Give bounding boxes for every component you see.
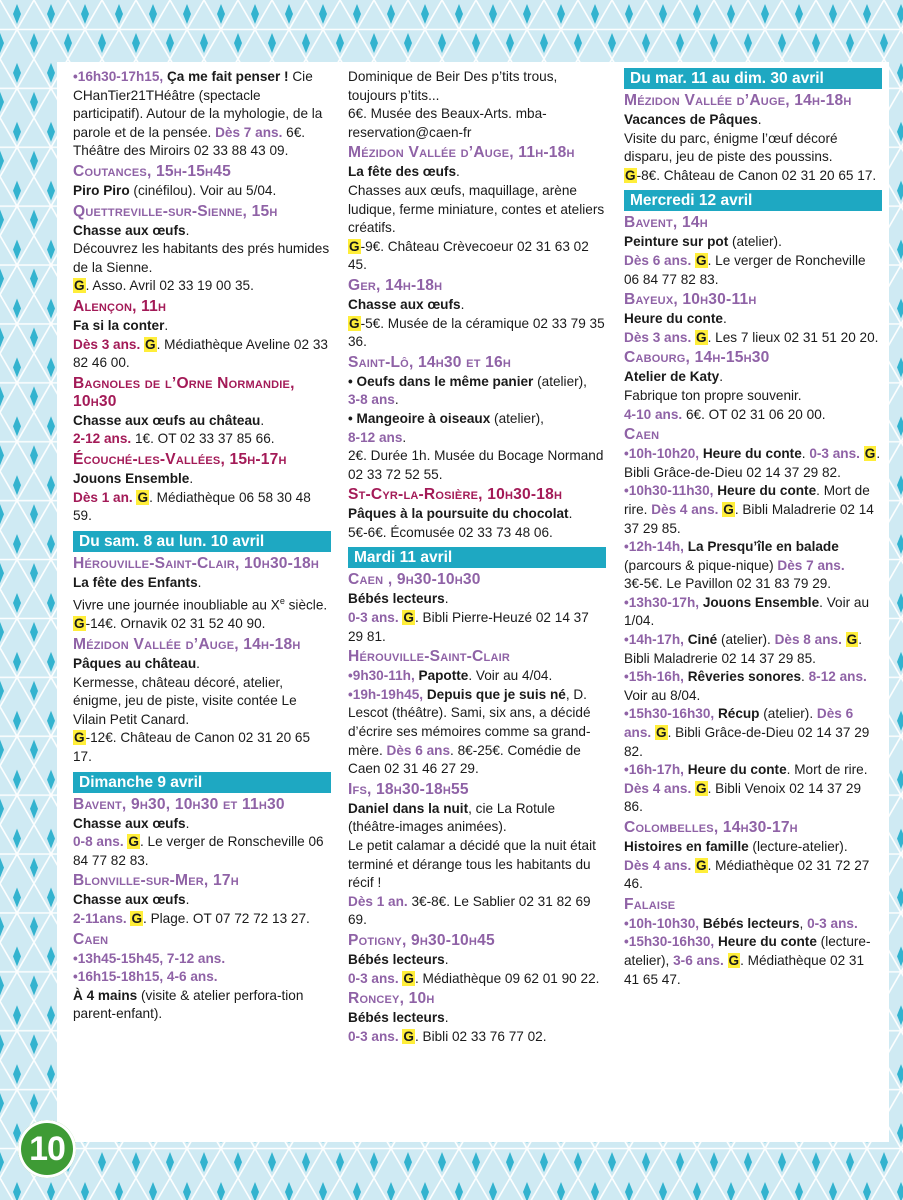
event: Chasse aux œufs au château. 2-12 ans. 1€. OT 02 33 37 85 66. [73,412,275,447]
event: Jouons Ensemble. Dès 1 an. G. Médiathèque 06 58 30 48 59. [73,470,311,524]
free-badge: G [128,834,139,850]
date-band: Du mar. 11 au dim. 30 avril [624,68,882,89]
event: Dominique de Beir Des p’tits trous, toujours p’tits... 6€. Musée des Beaux-Arts. mba-reservation@caen-fr [348,69,558,140]
event: •10h30-11h30, Heure du conte. Mort de rire. Dès 4 ans. G. Bibli Maladrerie 02 14 37 29 85. [624,483,874,536]
event: •14h-17h, Ciné (atelier). Dès 8 ans. G. Bibli Maladrerie 02 14 37 29 85. [624,632,862,666]
free-badge: G [696,329,707,345]
column-1 [73,68,331,1024]
event: Pâques à la poursuite du chocolat. 5€-6€. Écomusée 02 33 73 48 06. [348,506,573,540]
column-2 [348,68,606,1046]
city-heading: Cabourg, 14h-15h30 [624,349,770,367]
event: •13h45-15h45, 7-12 ans. •16h15-18h15, 4-6 ans. À 4 mains (visite & atelier perfora-tion parent-enfant). [73,950,304,1022]
event: •15h30-16h30, Récup (atelier). Dès 6 ans. G. Bibli Grâce-de-Dieu 02 14 37 29 82. [624,706,870,759]
event: Chasse aux œufs. G-5€. Musée de la céramique 02 33 79 35 36. [348,296,605,350]
date-band: Dimanche 9 avril [73,772,331,793]
city-heading: Ifs, 18h30-18h55 [348,780,469,798]
city-heading: Caen [73,930,109,948]
event: Chasse aux œufs. 0-8 ans. G. Le verger de Ronscheville 06 84 77 82 83. [73,815,324,868]
city-heading: Caen [624,426,660,444]
event: Histoires en famille (lecture-atelier). Dès 4 ans. G. Médiathèque 02 31 72 27 46. [624,839,870,892]
column-3 [624,68,882,989]
event: •9h30-11h, Papotte. Voir au 4/04. •19h-19h45, Depuis que je suis né, D. Lescot (théâtre). Sami, six ans, a décidé d’écrire ses mémoires comme sa grand-mère. Dès 6 ans. 8€-25€. Comédie de Caen 02 31 46 27 29. [348,668,591,777]
city-heading: Caen , 9h30-10h30 [348,571,481,589]
free-badge: G [655,725,667,741]
event: Atelier de Katy. Fabrique ton propre souvenir. 4-10 ans. 6€. OT 02 31 06 20 00. [624,369,826,422]
free-badge: G [74,616,85,632]
event: Chasse aux œufs. 2-11ans. G. Plage. OT 07 72 72 13 27. [73,892,310,926]
page-number-badge: 10 [18,1120,76,1178]
event: Daniel dans la nuit, cie La Rotule (théâtre-images animées). Le petit calamar a décidé que la nuit était terminé et dérange tous les habitants du récif ! Dès 1 an. 3€-8€. Le Sablier 02 31 82 69 69. [348,800,596,928]
city-heading: Mézidon Vallée d’Auge, 11h-18h [348,144,575,162]
city-heading: Saint-Lô, 14h30 et 16h [348,353,512,371]
city-heading: Hérouville-Saint-Clair [348,648,510,666]
date-band: Mercredi 12 avril [624,190,882,211]
city-heading: Roncey, 10h [348,990,435,1008]
city-heading: Mézidon Vallée d’Auge, 14h-18h [73,636,301,653]
city-heading: Hérouville-Saint-Clair, 10h30-18h [73,554,319,572]
event: Bébés lecteurs. 0-3 ans. G. Bibli 02 33 76 77 02. [348,1010,547,1044]
free-badge: G [349,238,360,254]
free-badge: G [349,315,360,331]
free-badge: G [728,952,740,968]
event: La fête des œufs. Chasses aux œufs, maquillage, arène ludique, ferme miniature, contes et ateliers créatifs. G-9€. Château Crèvecoeur 02 31 63 02 45. [348,164,605,273]
event: • Oeufs dans le même panier (atelier), 3-8 ans. • Mangeoire à oiseaux (atelier), 8-12 ans. 2€. Durée 1h. Musée du Bocage Normand 02 33 72 52 55. [348,373,604,482]
free-badge: G [723,501,734,517]
event: Pâques au château. Kermesse, château décoré, atelier, énigme, jeu de piste, visite contée Le Vilain Petit Canard. G-12€. Château de Canon 02 31 20 65 17. [73,656,311,764]
event: Bébés lecteurs. 0-3 ans. G. Bibli Pierre-Heuzé 02 14 37 29 81. [348,591,589,644]
city-heading: Blonville-sur-Mer, 17h [73,872,239,890]
free-badge: G [403,1028,414,1044]
event: Bébés lecteurs. 0-3 ans. G. Médiathèque 09 62 01 90 22. [348,951,600,986]
city-heading: Ger, 14h-18h [348,276,443,294]
event: •13h30-17h, Jouons Ensemble. Voir au 1/04. [624,594,870,629]
event: La fête des Enfants. Vivre une journée inoubliable au Xe siècle. G-14€. Ornavik 02 31 52 40 90. [73,574,328,632]
event: Vacances de Pâques. Visite du parc, énigme l’œuf décoré disparu, jeu de piste des poussins. G-8€. Château de Canon 02 31 20 65 17. [624,112,877,183]
city-heading: Mézidon Vallée d’Auge, 14h-18h [624,92,852,109]
free-badge: G [403,610,414,626]
date-band: Mardi 11 avril [348,547,606,568]
city-heading: St-Cyr-la-Rosière, 10h30-18h [348,486,563,504]
free-badge: G [403,970,414,986]
free-badge: G [625,167,636,183]
city-heading: Potigny, 9h30-10h45 [348,931,495,949]
free-badge: G [74,730,85,746]
free-badge: G [137,489,149,505]
event: •10h-10h30, Bébés lecteurs, 0-3 ans. •15h30-16h30, Heure du conte (lecture-atelier), 3-6 ans. G. Médiathèque 02 31 41 65 47. [624,915,871,987]
free-badge: G [74,278,85,294]
city-heading: Bagnoles de l’Orne Normandie, 10h30 [73,374,295,410]
event: •16h30-17h15, Ça me fait penser ! Cie CHanTier21THéâtre (spectacle participatif). Autour de la myhologie, de la parole et de la pensée. Dès 7 ans. 6€. Théâtre des Miroirs 02 33 88 43 09. [73,69,323,159]
city-heading: Bavent, 14h [624,214,708,232]
event: •16h-17h, Heure du conte. Mort de rire. Dès 4 ans. G. Bibli Venoix 02 14 37 29 86. [624,762,868,815]
city-heading: Falaise [624,895,676,913]
city-heading: Bayeux, 10h30-11h [624,291,757,309]
event: Piro Piro (cinéfilou). Voir au 5/04. [73,182,277,198]
event: •10h-10h20, Heure du conte. 0-3 ans. G. Bibli Grâce-de-Dieu 02 14 37 29 82. [624,446,881,480]
event: Fa si la conter. Dès 3 ans. G. Médiathèque Aveline 02 33 82 46 00. [73,317,328,371]
city-heading: Coutances, 15h-15h45 [73,162,231,180]
city-heading: Écouché-les-Vallées, 15h-17h [73,450,287,468]
event: Chasse aux œufs. Découvrez les habitants des prés humides de la Sienne. G. Asso. Avril 02 33 19 00 35. [73,222,330,294]
free-badge: G [145,336,156,352]
event: •15h-16h, Rêveries sonores. 8-12 ans. Voir au 8/04. [624,669,867,703]
event: •12h-14h, La Presqu’île en balade (parcours & pique-nique) Dès 7 ans. 3€-5€. Le Pavillon 02 31 83 79 29. [624,539,845,592]
city-heading: Colombelles, 14h30-17h [624,819,798,836]
free-badge: G [696,857,707,873]
city-heading: Alençon, 11h [73,297,167,315]
free-badge: G [846,632,858,648]
date-band: Du sam. 8 au lun. 10 avril [73,531,331,552]
event: Heure du conte. Dès 3 ans. G. Les 7 lieux 02 31 51 20 20. [624,311,879,345]
free-badge: G [696,252,707,268]
free-badge: G [696,780,707,796]
free-badge: G [864,446,876,462]
city-heading: Quettreville-sur-Sienne, 15h [73,202,278,220]
city-heading: Bavent, 9h30, 10h30 et 11h30 [73,795,285,813]
event: Peinture sur pot (atelier). Dès 6 ans. G. Le verger de Roncheville 06 84 77 82 83. [624,234,866,287]
free-badge: G [131,910,143,926]
